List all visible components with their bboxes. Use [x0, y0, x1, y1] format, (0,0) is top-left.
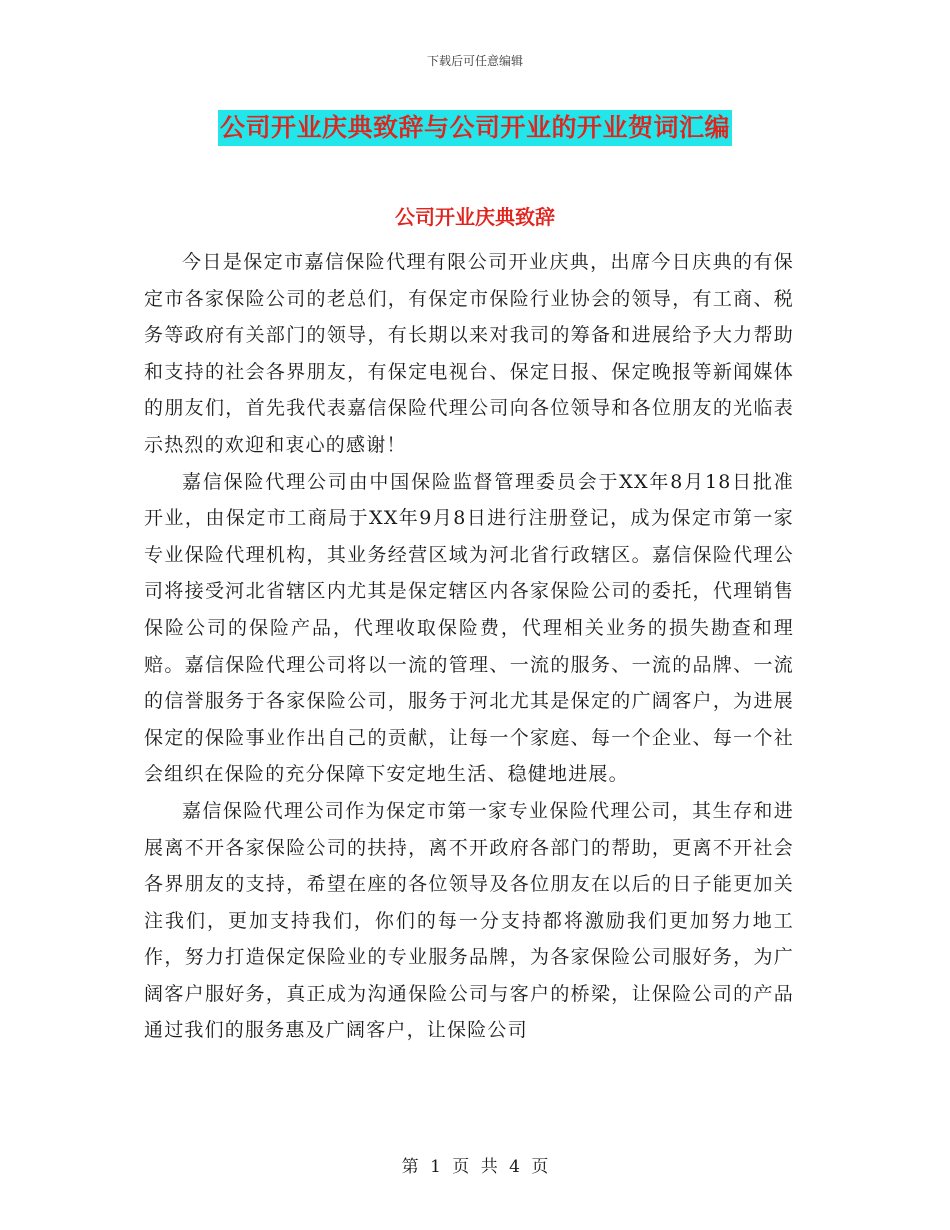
section-title: 公司开业庆典致辞	[395, 205, 555, 229]
body-text	[144, 244, 794, 1049]
header-note: 下载后可任意编辑	[426, 54, 523, 68]
paragraph-3: 嘉信保险代理公司作为保定市第一家专业保险代理公司，其生存和进展离不开各家保险公司的扶持，离不开政府各部门的帮助，更离不开社会各界朋友的支持，希望在座的各位领导及各位朋友在以后的日子能更加关注我们，更加支持我们，你们的每一分支持都将激励我们更加努力地工作，努力打造保定保险业的专业服务品牌，为各家保险公司服好务，为广阔客户服好务，真正成为沟通保险公司与客户的桥梁，让保险公司的产品通过我们的服务惠及广阔客户，让保险公司	[144, 799, 794, 1042]
main-title: 公司开业庆典致辞与公司开业的开业贺词汇编	[218, 110, 732, 146]
main-title-container	[0, 110, 950, 146]
paragraph-2: 嘉信保险代理公司由中国保险监督管理委员会于XX年8月18日批准开业，由保定市工商局于XX年9月8日进行注册登记，成为保定市第一家专业保险代理机构，其业务经营区域为河北省行政辖区。嘉信保险代理公司将接受河北省辖区内尤其是保定辖区内各家保险公司的委托，代理销售保险公司的保险产品，代理收取保险费，代理相关业务的损失勘查和理赔。嘉信保险代理公司将以一流的管理、一流的服务、一流的品牌、一流的信誉服务于各家保险公司，服务于河北尤其是保定的广阔客户，为进展保定的保险事业作出自己的贡献，让每一个家庭、每一个企业、每一个社会组织在保险的充分保障下安定地生活、稳健地进展。	[144, 470, 794, 786]
page-footer: 第 1 页 共 4 页	[401, 1157, 549, 1177]
paragraph-1: 今日是保定市嘉信保险代理有限公司开业庆典，出席今日庆典的有保定市各家保险公司的老总们，有保定市保险行业协会的领导，有工商、税务等政府有关部门的领导，有长期以来对我司的筹备和进展给予大力帮助和支持的社会各界朋友，有保定电视台、保定日报、保定晚报等新闻媒体的朋友们，首先我代表嘉信保险代理公司向各位领导和各位朋友的光临表示热烈的欢迎和衷心的感谢！	[144, 251, 794, 456]
